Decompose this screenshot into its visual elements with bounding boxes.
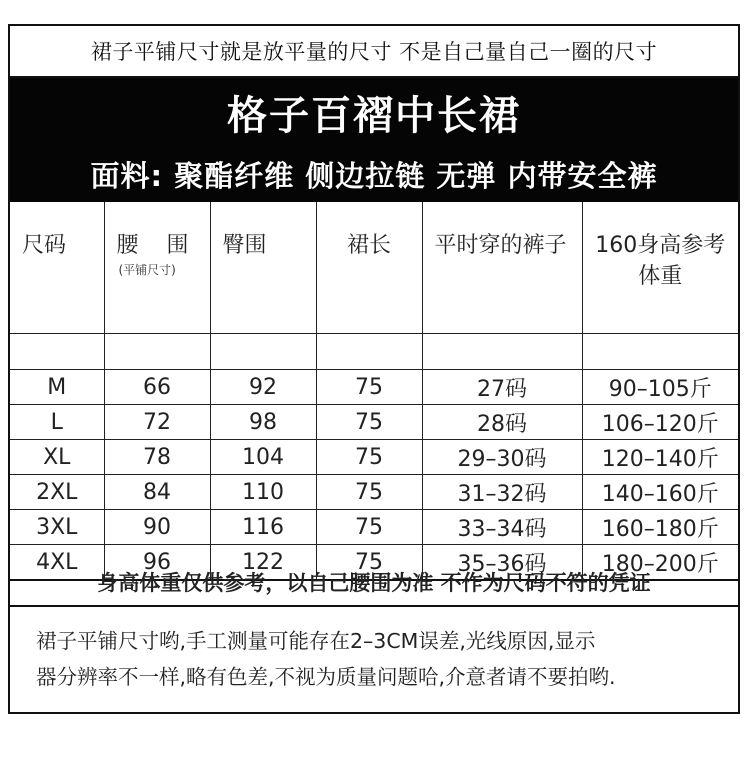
cell-length: 75 <box>316 545 422 581</box>
cell-weight: 90–105斤 <box>582 370 738 405</box>
cell-hip: 122 <box>210 545 316 581</box>
cell-weight: 140–160斤 <box>582 475 738 510</box>
cell-size: 4XL <box>10 545 104 581</box>
table-spacer-row <box>10 334 738 370</box>
header-hip: 臀围 <box>210 202 316 334</box>
fabric-info: 面料: 聚酯纤维 侧边拉链 无弹 内带安全裤 <box>90 158 658 193</box>
cell-waist: 78 <box>104 440 210 475</box>
cell-size: L <box>10 405 104 440</box>
cell-hip: 92 <box>210 370 316 405</box>
header-reference <box>582 202 738 334</box>
cell-length: 75 <box>316 475 422 510</box>
header-waist-label: 腰 围 <box>116 233 189 258</box>
size-chart-card <box>8 24 740 714</box>
table-row <box>10 510 738 545</box>
cell-waist: 84 <box>104 475 210 510</box>
cell-waist: 96 <box>104 545 210 581</box>
notes-line-1: 裙子平铺尺寸哟,手工测量可能存在2–3CM误差,光线原因,显示 <box>36 629 596 653</box>
table-row <box>10 440 738 475</box>
header-length: 裙长 <box>316 202 422 334</box>
cell-weight: 120–140斤 <box>582 440 738 475</box>
cell-hip: 116 <box>210 510 316 545</box>
reference-disclaimer: 身高体重仅供参考，以自己腰围为准 不作为尺码不符的凭证 <box>10 559 738 607</box>
notes-line-2: 器分辨率不一样,略有色差,不视为质量问题哈,介意者请不要拍哟. <box>36 665 616 689</box>
cell-weight: 106–120斤 <box>582 405 738 440</box>
cell-pants: 27码 <box>422 370 582 405</box>
cell-length: 75 <box>316 370 422 405</box>
cell-weight: 180–200斤 <box>582 545 738 581</box>
header-reference-line1: 160身高参考 <box>595 233 726 258</box>
measurement-note: 裙子平铺尺寸就是放平量的尺寸 不是自己量自己一圈的尺寸 <box>10 26 738 78</box>
cell-pants: 35–36码 <box>422 545 582 581</box>
cell-hip: 104 <box>210 440 316 475</box>
cell-length: 75 <box>316 405 422 440</box>
measurement-notes <box>10 609 738 709</box>
table-header-row <box>10 202 738 334</box>
cell-size: XL <box>10 440 104 475</box>
cell-hip: 98 <box>210 405 316 440</box>
cell-size: 2XL <box>10 475 104 510</box>
table-row <box>10 370 738 405</box>
cell-hip: 110 <box>210 475 316 510</box>
cell-waist: 90 <box>104 510 210 545</box>
header-waist-sub: (平铺尺寸) <box>118 263 176 277</box>
cell-length: 75 <box>316 510 422 545</box>
cell-waist: 72 <box>104 405 210 440</box>
cell-pants: 28码 <box>422 405 582 440</box>
header-pants: 平时穿的裤子 <box>422 202 582 334</box>
cell-length: 75 <box>316 440 422 475</box>
cell-size: M <box>10 370 104 405</box>
header-waist <box>104 202 210 334</box>
table-row <box>10 405 738 440</box>
header-size: 尺码 <box>10 202 104 334</box>
cell-weight: 160–180斤 <box>582 510 738 545</box>
cell-pants: 33–34码 <box>422 510 582 545</box>
product-title: 格子百褶中长裙 <box>227 92 521 139</box>
cell-pants: 31–32码 <box>422 475 582 510</box>
size-table <box>10 202 738 581</box>
cell-waist: 66 <box>104 370 210 405</box>
cell-pants: 29–30码 <box>422 440 582 475</box>
cell-size: 3XL <box>10 510 104 545</box>
table-row <box>10 475 738 510</box>
header-reference-line2: 体重 <box>638 264 683 289</box>
